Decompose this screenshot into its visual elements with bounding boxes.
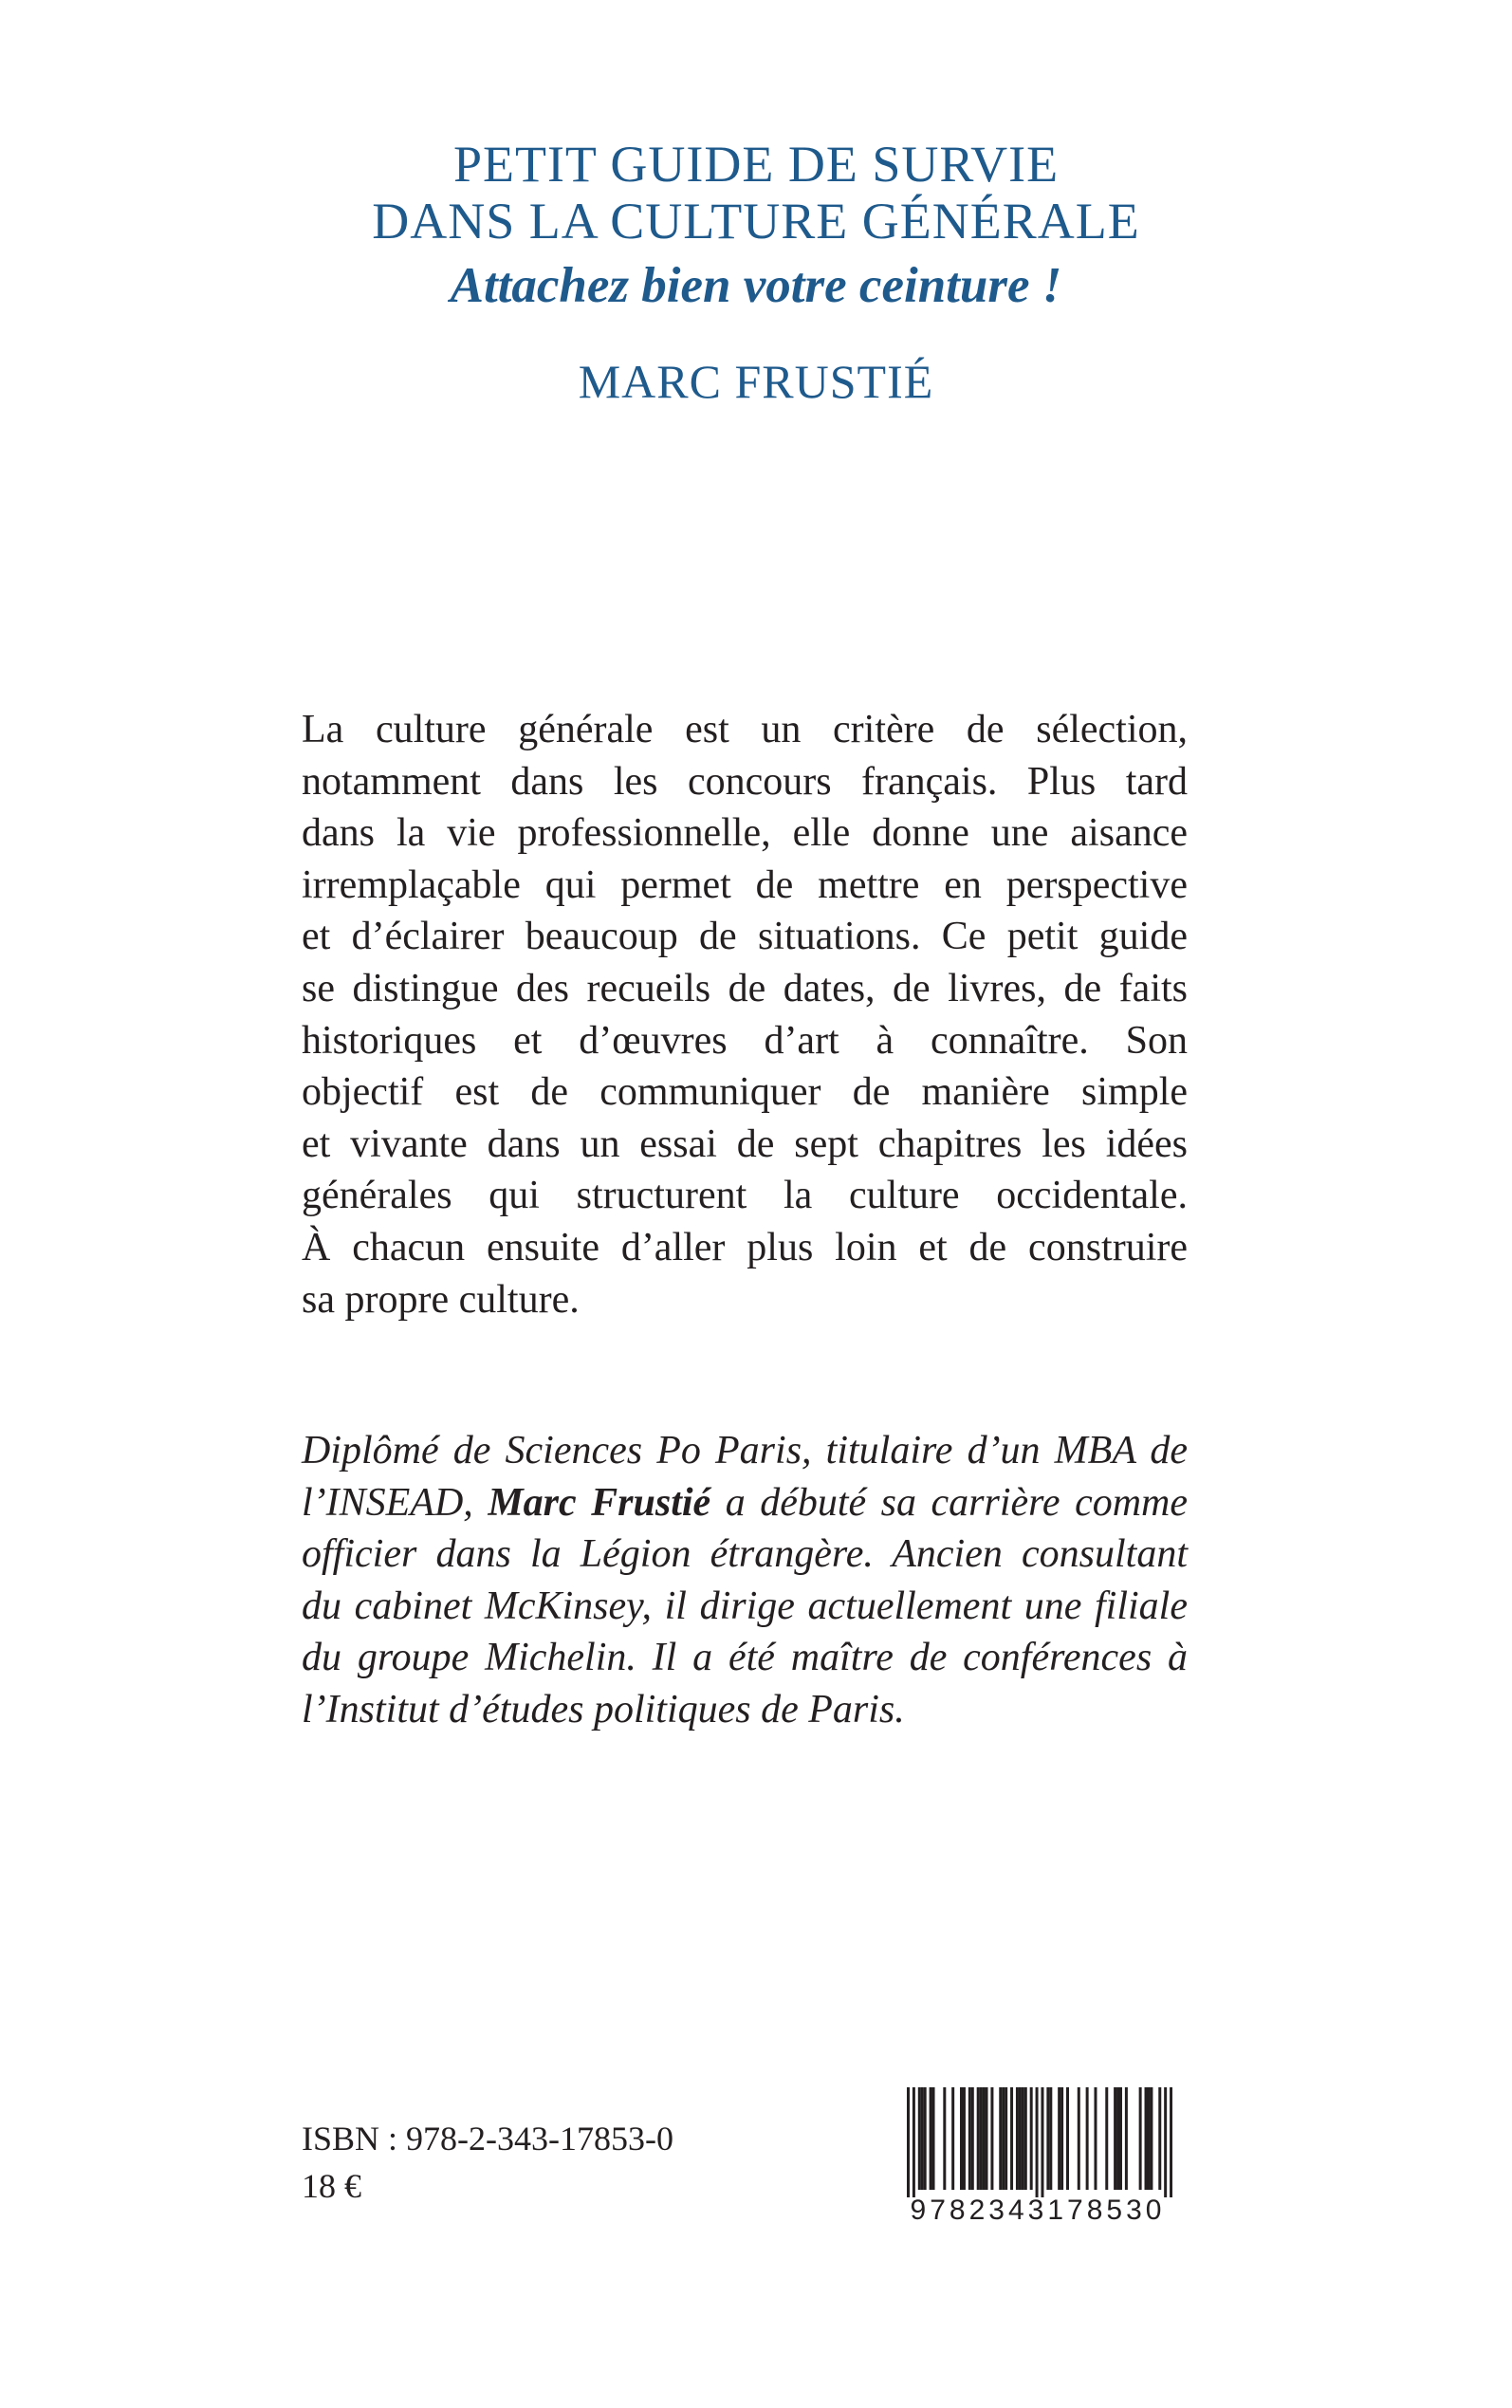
barcode-bar [980, 2087, 983, 2190]
bio-line: officier dans la Légion étrangère. Ancien consultant [302, 1532, 1188, 1577]
barcode-bar [930, 2087, 932, 2190]
barcode-bar [983, 2087, 986, 2190]
blurb-line: objectif est de communiquer de manière simple [302, 1070, 1188, 1115]
blurb-line: notamment dans les concours français. Plus tard [302, 759, 1188, 804]
barcode-bar [1119, 2087, 1122, 2190]
barcode-bar [1158, 2087, 1161, 2190]
blurb-line: La culture générale est un critère de sélection, [302, 708, 1188, 751]
blurb-line: dans la vie professionnelle, elle donne une aisance [302, 811, 1188, 856]
subtitle: Attachez bien votre ceinture ! [450, 258, 1062, 313]
bio-text: a débuté sa carrière comme [710, 1480, 1189, 1525]
barcode-bar [924, 2087, 927, 2190]
barcode-bar [1139, 2087, 1142, 2190]
blurb-line: historiques et d’œuvres d’art à connaître. Son [302, 1018, 1188, 1063]
barcode-bar [1046, 2087, 1049, 2190]
author-name: MARC FRUSTIÉ [578, 355, 934, 408]
blurb-line: À chacun ensuite d’aller plus loin et de construire [302, 1225, 1188, 1269]
barcode-bar [913, 2087, 915, 2197]
barcode-bar [960, 2087, 963, 2190]
barcode-bar [1125, 2087, 1128, 2190]
title-line-2: DANS LA CULTURE GÉNÉRALE [372, 193, 1140, 250]
price: 18 € [302, 2167, 361, 2205]
barcode-bar [1150, 2087, 1152, 2190]
blurb-line: sa propre culture. [302, 1277, 580, 1322]
blurb-line: et d’éclairer beaucoup de situations. Ce petit guide [302, 915, 1188, 959]
barcode-bars [907, 2087, 1172, 2197]
barcode-bar [1170, 2087, 1172, 2197]
barcode-bar [1016, 2087, 1019, 2190]
barcode-bar [918, 2087, 921, 2190]
bio-line: du cabinet McKinsey, il dirige actuellement une filiale [302, 1584, 1188, 1628]
barcode-bar [1060, 2087, 1063, 2190]
barcode-bar [1066, 2087, 1069, 2190]
barcode-bar [921, 2087, 924, 2190]
barcode-bar [907, 2087, 910, 2197]
barcode [888, 2087, 1188, 2230]
blurb [302, 704, 1188, 1325]
barcode-bar [943, 2087, 946, 2190]
blurb-line: et vivante dans un essai de sept chapitres les idées [302, 1121, 1188, 1166]
barcode-bar [1002, 2087, 1005, 2190]
bio-line [302, 1477, 1188, 1529]
barcode-bar [1078, 2087, 1080, 2190]
blurb-line: générales qui structurent la culture occidentale. [302, 1174, 1188, 1218]
barcode-bar [1164, 2087, 1167, 2197]
barcode-bar [1022, 2087, 1024, 2190]
bio-line: l’Institut d’études politiques de Paris. [302, 1687, 905, 1732]
barcode-bar [1030, 2087, 1033, 2190]
barcode-bar [999, 2087, 1002, 2190]
barcode-bar [977, 2087, 980, 2190]
barcode-bar [1105, 2087, 1108, 2190]
author-bio [302, 1425, 1188, 1736]
barcode-bar [1147, 2087, 1150, 2190]
barcode-bar [1086, 2087, 1089, 2190]
barcode-bar [1041, 2087, 1043, 2197]
barcode-digits: 9782343178530 [910, 2195, 1166, 2226]
barcode-bar [1010, 2087, 1013, 2190]
blurb-line: se distingue des recueils de dates, de livres, de faits [302, 966, 1188, 1010]
barcode-bar [951, 2087, 954, 2190]
bio-line: Diplômé de Sciences Po Paris, titulaire d’un MBA de [302, 1429, 1188, 1473]
barcode-bar [1116, 2087, 1119, 2190]
barcode-bar [1114, 2087, 1116, 2190]
barcode-bar [1005, 2087, 1007, 2190]
barcode-bar [1094, 2087, 1097, 2190]
barcode-bar [1024, 2087, 1027, 2190]
barcode-bar [971, 2087, 974, 2190]
barcode-bar [1036, 2087, 1039, 2197]
barcode-bar [963, 2087, 966, 2190]
isbn: ISBN : 978-2-343-17853-0 [302, 2120, 673, 2158]
barcode-bar [1049, 2087, 1052, 2190]
barcode-bar [986, 2087, 988, 2190]
bio-author-name: Marc Frustié [488, 1480, 711, 1525]
blurb-line: irremplaçable qui permet de mettre en perspective [302, 862, 1188, 907]
title-line-1: PETIT GUIDE DE SURVIE [452, 136, 1060, 193]
barcode-bar [932, 2087, 935, 2190]
barcode-bar [1019, 2087, 1022, 2190]
barcode-bar [968, 2087, 971, 2190]
barcode-bar [990, 2087, 993, 2190]
bio-text: l’INSEAD, [302, 1480, 489, 1525]
barcode-bar [1058, 2087, 1060, 2190]
barcode-bar [1145, 2087, 1148, 2190]
bio-line: du groupe Michelin. Il a été maître de conférences à [302, 1636, 1188, 1680]
